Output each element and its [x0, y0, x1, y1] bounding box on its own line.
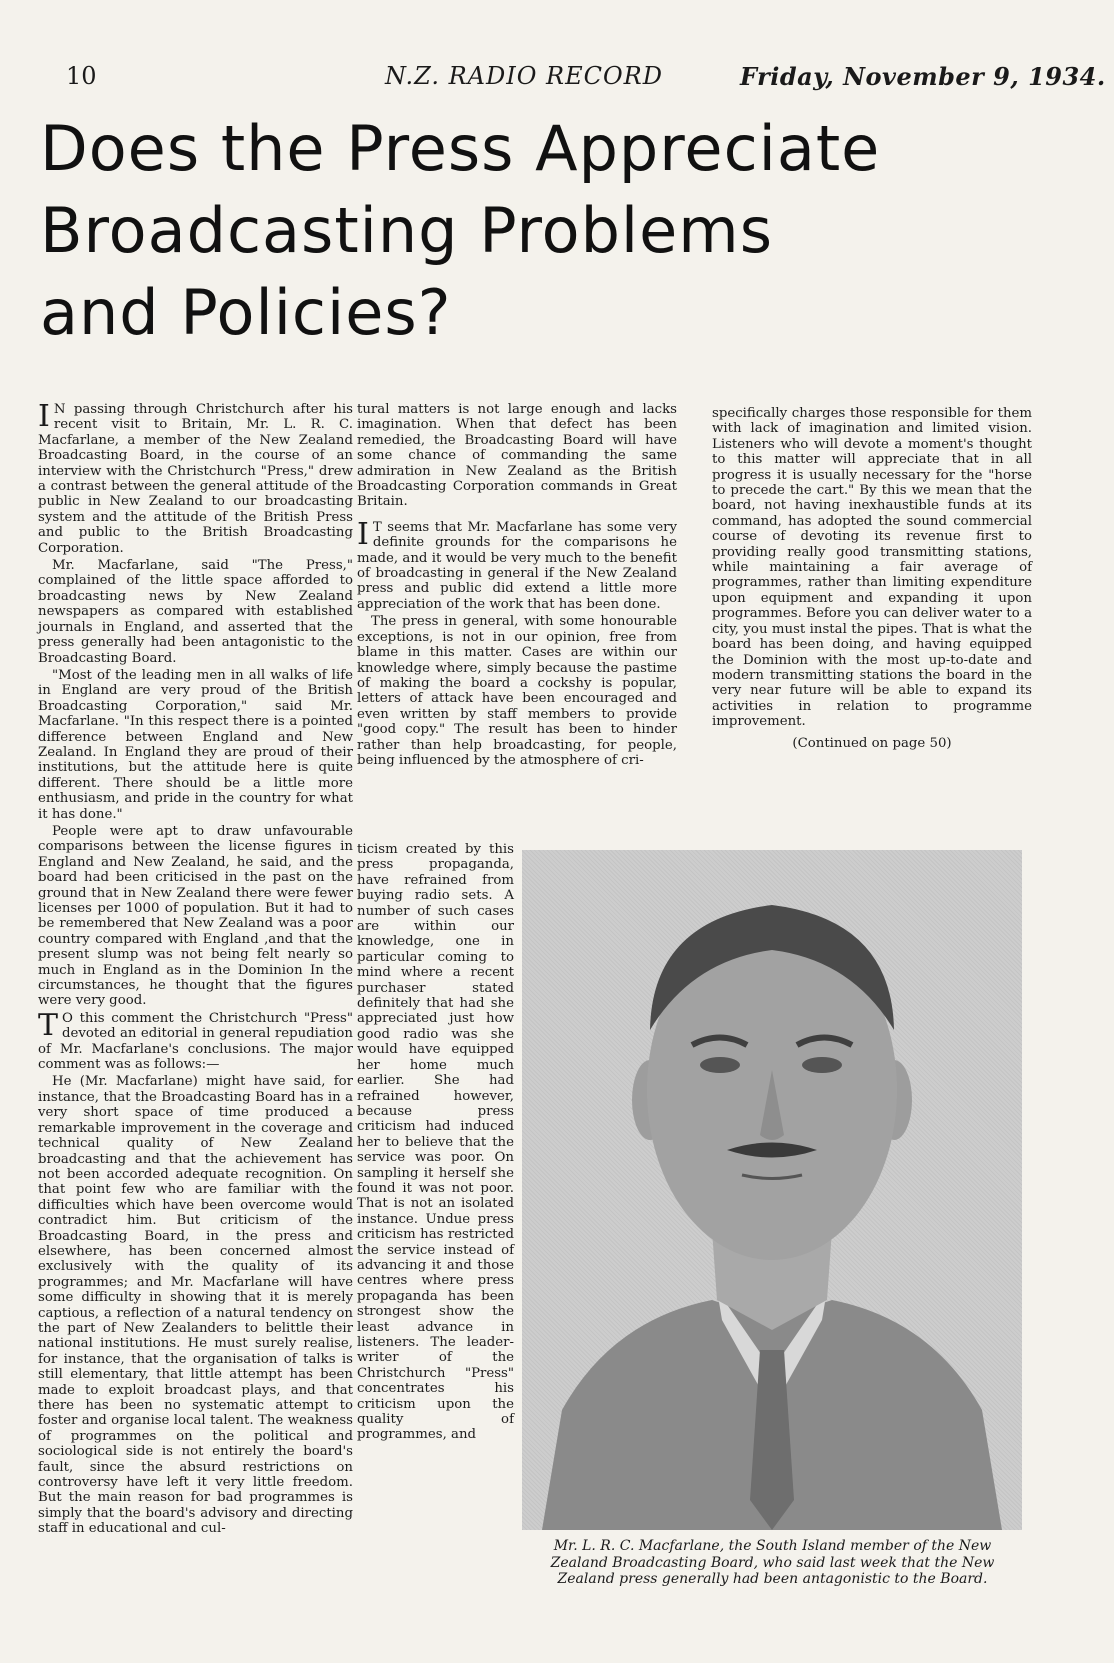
paragraph: ticism created by this press propaganda, have refrained from buying radio sets. A number of such cases are within our knowledge, one in particular coming to mind where a recent purchaser stated definitely that had she appreciated just how good radio was she would have equipped her home much earlier. She had refrained however, because press criticism had induced her to believe that the service was poor. On sampling it herself she found it was not poor. That is not an isolated instance. Undue press criticism has restricted the service instead of advancing it and those centres where press propaganda has been strongest show the least advance in listeners. The leader-writer of the Christchurch "Press" concentrates his criticism upon the quality of programmes, and — [357, 842, 514, 1443]
article-headline — [40, 108, 1040, 354]
paragraph-text: T seems that Mr. Macfarlane has some very definite grounds for the comparisons he made, and it would be very much to the benefit of broadcasting in general if the New Zealand press and public did extend a little more appreciation of the work that has been done. — [357, 519, 677, 612]
headline-line-2: Broadcasting Problems — [40, 194, 774, 267]
drop-cap: I — [357, 516, 369, 552]
paragraph: "Most of the leading men in all walks of life in England are very proud of the British Broadcasting Corporation," said Mr. Macfarlane. "In this respect there is a pointed difference between England and New Zealand. In England they are proud of their institutions, but the attitude here is quite different. There should be a little more enthusiasm, and pride in the country for what it has done." — [38, 667, 353, 822]
paragraph: He (Mr. Macfarlane) might have said, for instance, that the Broadcasting Board has in a very short space of time produced a remarkable improvement in the coverage and technical quality of New Zealand broadcasting and that the achievement has not been accorded adequate recognition. On that point few who are familiar with the difficulties which have been overcome would contradict him. But criticism of the Broadcasting Board, in the press and elsewhere, has been concerned almost exclusively with the quality of its programmes; and Mr. Macfarlane will have some difficulty in showing that it is merely captious, a reflection of a natural tendency on the part of New Zealanders to belittle their national institutions. He must surely realise, for instance, that the organisation of talks is still elementary, that little attempt has been made to exploit broadcast plays, and that there has been no systematic attempt to foster and organise local talent. The weakness of programmes on the political and sociological side is not entirely the board's fault, since the absurd restrictions on controversy have left it very little freedom. But the main reason for bad programmes is simply that the board's advisory and directing staff in educational and cul- — [38, 1074, 353, 1537]
portrait-illustration — [522, 850, 1022, 1530]
publication-name: N.Z. RADIO RECORD — [385, 62, 663, 90]
article-column-2 — [357, 402, 677, 842]
headline-line-3: and Policies? — [40, 276, 452, 349]
article-column-1 — [38, 399, 353, 1647]
article-column-2-narrow — [357, 842, 514, 1652]
portrait-photo — [522, 850, 1022, 1530]
paragraph-text: O this comment the Christchurch "Press" devoted an editorial in general repudiation of Mr. Macfarlane's conclusions. The major comment was as follows:— — [38, 1010, 353, 1073]
headline-line-1: Does the Press Appreciate — [40, 112, 881, 185]
drop-cap: I — [38, 399, 50, 434]
paragraph: specifically charges those responsible for them with lack of imagination and limited vision. Listeners who will devote a moment's thought to this matter will appreciate that in all progress it is usually necessary for the "horse to precede the cart." By this we mean that the board, not having inexhaustible funds at its command, has adopted the sound commercial course of devoting its revenue first to providing really good transmitting stations, while maintaining a fair average of programmes, rather than limiting expenditure upon equipment and expanding it upon programmes. Before you can deliver water to a city, you must instal the pipes. That is what the board has been doing, and having equipped the Dominion with the most up-to-date and modern transmitting stations the board in the very near future will be able to expand its activities in relation to programme improvement. — [712, 406, 1032, 730]
continued-note: (Continued on page 50) — [792, 735, 952, 751]
issue-date: Friday, November 9, 1934. — [740, 62, 1106, 91]
photo-caption: Mr. L. R. C. Macfarlane, the South Island member of the New Zealand Broadcasting Board, who said last week that the New Zealand press generally had been antagonistic to the Board. — [550, 1538, 995, 1587]
page-number: 10 — [66, 62, 97, 90]
drop-cap: T — [38, 1007, 59, 1043]
paragraph: Mr. Macfarlane, said "The Press," complained of the little space afforded to broadcasting news by New Zealand newspapers as compared with established journals in England, and asserted that the press generally had been antagonistic to the Broadcasting Board. — [38, 558, 353, 666]
paragraph: The press in general, with some honourable exceptions, is not in our opinion, free from blame in this matter. Cases are within our knowledge where, simply because the pastime of making the board a cockshy is popular, letters of attack have been encouraged and even written by staff members to provide "good copy." The result has been to hinder rather than help broadcasting, for people, being influenced by the atmosphere of cri- — [357, 614, 677, 768]
article-column-3 — [712, 406, 1032, 846]
paragraph — [357, 516, 677, 612]
paragraph: People were apt to draw unfavourable comparisons between the license figures in England and New Zealand, he said, and the board had been criticised in the past on the ground that in New Zealand there were fewer licenses per 1000 of population. But it had to be remembered that New Zealand was a poor country compared with England ,and that the present slump was not being felt nearly so much in England as in the Dominion In the circumstances, he thought that the figures were very good. — [38, 823, 353, 1009]
paragraph — [38, 1007, 353, 1073]
paragraph: tural matters is not large enough and lacks imagination. When that defect has been remedied, the Broadcasting Board will have some chance of commanding the same admiration in New Zealand as the British Broadcasting Corporation commands in Great Britain. — [357, 402, 677, 510]
paragraph — [38, 399, 353, 556]
paragraph-text: N passing through Christchurch after his recent visit to Britain, Mr. L. R. C. Macfarlane, a member of the New Zealand Broadcasting Board, in the course of an interview with the Christchurch "Press," drew a contrast between the general attitude of the public in New Zealand to our broadcasting system and the attitude of the British Press and public to the British Broadcasting Corporation. — [38, 402, 353, 556]
